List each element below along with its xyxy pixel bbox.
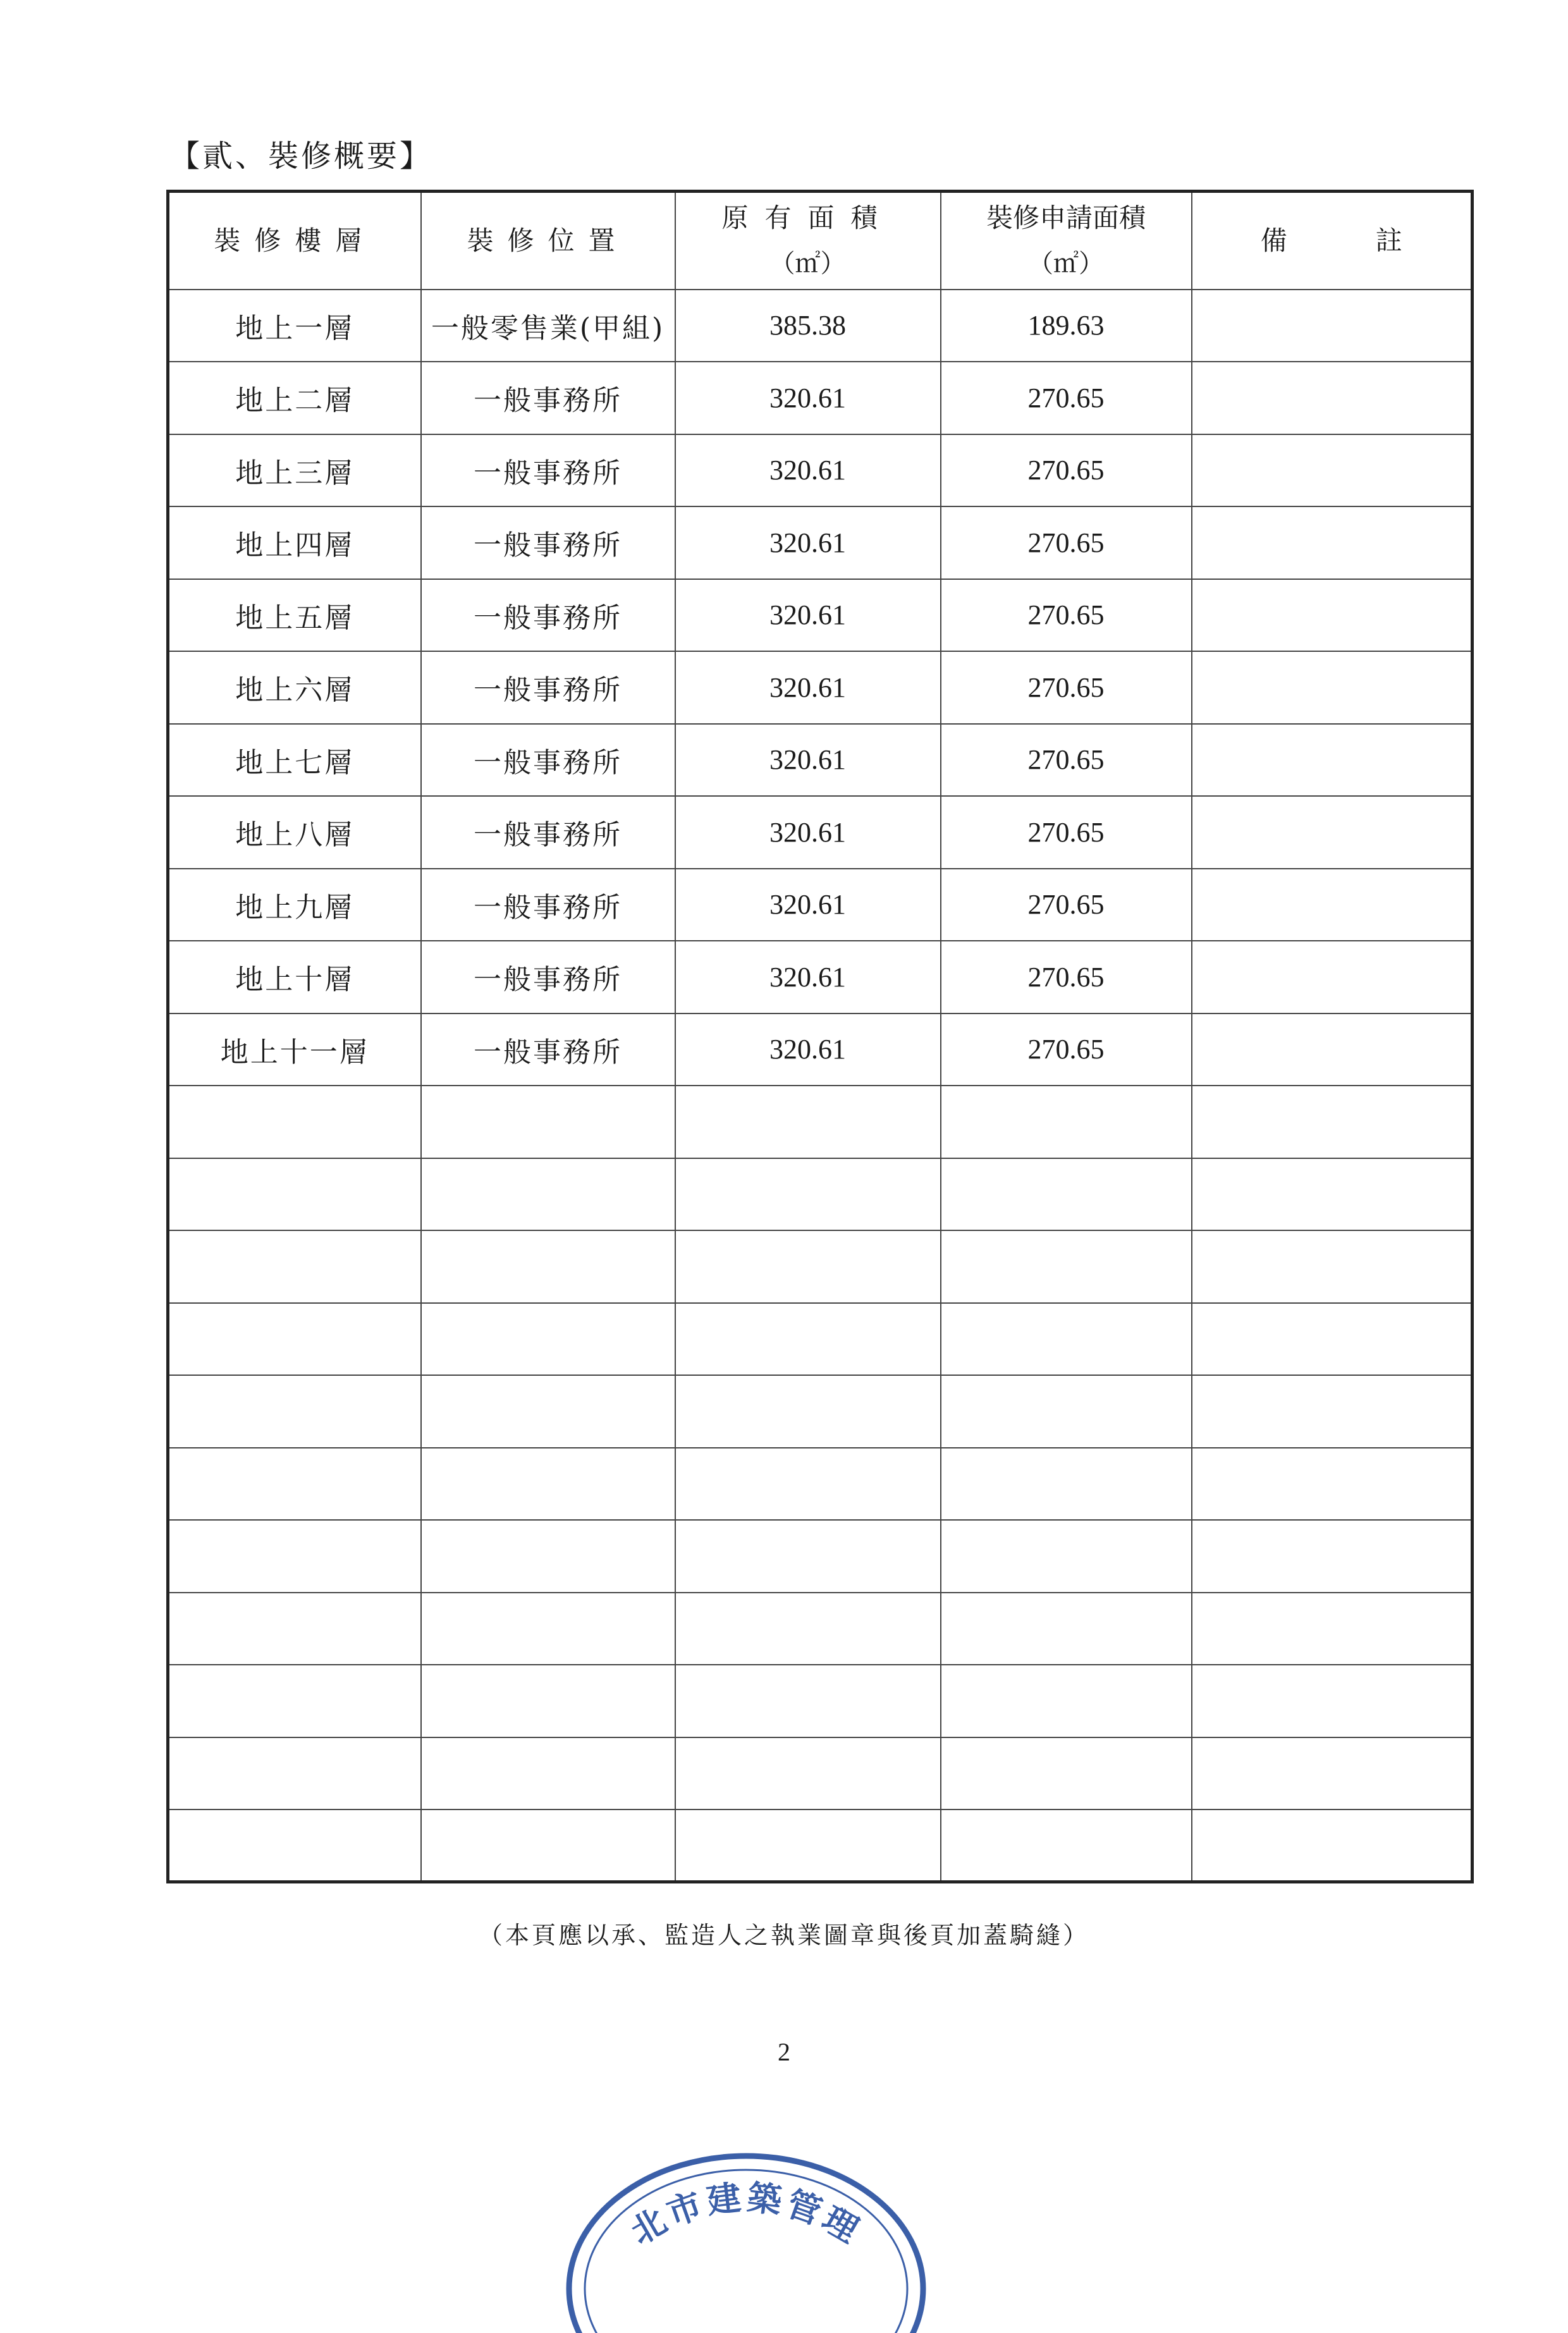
original-area-cell: 320.61	[675, 1013, 941, 1086]
section-title: 【貳、裝修概要】	[169, 138, 433, 174]
floor-cell	[168, 1520, 421, 1593]
floor-cell	[168, 1086, 421, 1158]
table-row	[168, 1737, 1473, 1810]
location-cell	[421, 1520, 675, 1593]
remark-cell	[1192, 1158, 1473, 1231]
location-cell: 一般事務所	[421, 651, 675, 724]
remark-cell	[1192, 724, 1473, 797]
remark-cell	[1192, 941, 1473, 1013]
floor-cell	[168, 1375, 421, 1448]
table-row	[168, 434, 1473, 507]
location-cell: 一般事務所	[421, 1013, 675, 1086]
floor-cell: 地上四層	[168, 506, 421, 579]
applied-area-cell: 270.65	[941, 434, 1192, 507]
location-cell	[421, 1809, 675, 1882]
remark-cell	[1192, 1593, 1473, 1665]
remark-cell	[1192, 1737, 1473, 1810]
applied-area-cell	[941, 1375, 1192, 1448]
location-cell	[421, 1230, 675, 1303]
header-original-area-unit: （㎡）	[769, 248, 846, 278]
floor-cell: 地上十層	[168, 941, 421, 1013]
table-row	[168, 724, 1473, 797]
applied-area-cell	[941, 1303, 1192, 1376]
applied-area-cell: 270.65	[941, 869, 1192, 941]
location-cell	[421, 1448, 675, 1521]
table-row	[168, 1303, 1473, 1376]
floor-cell: 地上七層	[168, 724, 421, 797]
original-area-cell: 320.61	[675, 796, 941, 869]
original-area-cell: 320.61	[675, 941, 941, 1013]
table-row	[168, 869, 1473, 941]
location-cell	[421, 1665, 675, 1737]
remark-cell	[1192, 1303, 1473, 1376]
header-applied-area-unit: （㎡）	[1028, 248, 1104, 278]
location-cell: 一般事務所	[421, 941, 675, 1013]
location-cell	[421, 1303, 675, 1376]
original-area-cell	[675, 1086, 941, 1158]
applied-area-cell	[941, 1737, 1192, 1810]
applied-area-cell	[941, 1593, 1192, 1665]
location-cell: 一般零售業(甲組)	[421, 290, 675, 362]
seal-text: 北市建築管理	[623, 2176, 869, 2253]
official-seal	[556, 2143, 936, 2333]
floor-cell: 地上十一層	[168, 1013, 421, 1086]
applied-area-cell	[941, 1158, 1192, 1231]
renovation-summary-table	[166, 190, 1474, 1883]
header-applied-area	[941, 192, 1192, 290]
remark-cell	[1192, 796, 1473, 869]
floor-cell	[168, 1737, 421, 1810]
table-row	[168, 290, 1473, 362]
table-row	[168, 1809, 1473, 1882]
floor-cell	[168, 1593, 421, 1665]
original-area-cell: 385.38	[675, 290, 941, 362]
remark-cell	[1192, 1013, 1473, 1086]
floor-cell	[168, 1230, 421, 1303]
floor-cell: 地上一層	[168, 290, 421, 362]
header-applied-area-label: 裝修申請面積	[986, 202, 1146, 233]
table-row	[168, 579, 1473, 652]
header-original-area	[675, 192, 941, 290]
applied-area-cell	[941, 1448, 1192, 1521]
remark-cell	[1192, 290, 1473, 362]
header-remark	[1192, 192, 1473, 290]
original-area-cell	[675, 1448, 941, 1521]
applied-area-cell: 270.65	[941, 941, 1192, 1013]
remark-cell	[1192, 362, 1473, 434]
header-remark-b: 註	[1375, 224, 1402, 256]
table-row	[168, 1158, 1473, 1231]
floor-cell	[168, 1303, 421, 1376]
table-row	[168, 941, 1473, 1013]
remark-cell	[1192, 1520, 1473, 1593]
original-area-cell	[675, 1809, 941, 1882]
table-row	[168, 1593, 1473, 1665]
page-number: 2	[778, 2038, 790, 2066]
original-area-cell: 320.61	[675, 724, 941, 797]
table-row	[168, 1665, 1473, 1737]
table-row	[168, 1086, 1473, 1158]
applied-area-cell: 270.65	[941, 506, 1192, 579]
table-row	[168, 1448, 1473, 1521]
table-row	[168, 651, 1473, 724]
remark-cell	[1192, 1665, 1473, 1737]
floor-cell: 地上六層	[168, 651, 421, 724]
remark-cell	[1192, 434, 1473, 507]
floor-cell: 地上五層	[168, 579, 421, 652]
remark-cell	[1192, 651, 1473, 724]
floor-cell: 地上八層	[168, 796, 421, 869]
original-area-cell: 320.61	[675, 579, 941, 652]
applied-area-cell: 270.65	[941, 362, 1192, 434]
location-cell	[421, 1086, 675, 1158]
applied-area-cell	[941, 1230, 1192, 1303]
floor-cell	[168, 1809, 421, 1882]
original-area-cell	[675, 1665, 941, 1737]
original-area-cell	[675, 1375, 941, 1448]
table-row	[168, 1520, 1473, 1593]
original-area-cell: 320.61	[675, 506, 941, 579]
header-location: 裝修位置	[421, 192, 675, 290]
original-area-cell	[675, 1593, 941, 1665]
applied-area-cell: 270.65	[941, 1013, 1192, 1086]
table-header-row	[168, 192, 1473, 290]
location-cell	[421, 1158, 675, 1231]
location-cell: 一般事務所	[421, 869, 675, 941]
original-area-cell: 320.61	[675, 434, 941, 507]
location-cell	[421, 1375, 675, 1448]
original-area-cell: 320.61	[675, 362, 941, 434]
footer-note: （本頁應以承、監造人之執業圖章與後頁加蓋騎縫）	[478, 1921, 1089, 1949]
table-row	[168, 1375, 1473, 1448]
original-area-cell	[675, 1303, 941, 1376]
floor-cell: 地上二層	[168, 362, 421, 434]
original-area-cell	[675, 1230, 941, 1303]
original-area-cell: 320.61	[675, 651, 941, 724]
applied-area-cell	[941, 1520, 1192, 1593]
original-area-cell	[675, 1737, 941, 1810]
floor-cell	[168, 1158, 421, 1231]
remark-cell	[1192, 1375, 1473, 1448]
location-cell: 一般事務所	[421, 724, 675, 797]
original-area-cell: 320.61	[675, 869, 941, 941]
floor-cell	[168, 1665, 421, 1737]
applied-area-cell: 270.65	[941, 724, 1192, 797]
location-cell	[421, 1737, 675, 1810]
applied-area-cell	[941, 1809, 1192, 1882]
location-cell: 一般事務所	[421, 796, 675, 869]
applied-area-cell	[941, 1665, 1192, 1737]
remark-cell	[1192, 1809, 1473, 1882]
remark-cell	[1192, 869, 1473, 941]
remark-cell	[1192, 579, 1473, 652]
remark-cell	[1192, 1230, 1473, 1303]
applied-area-cell	[941, 1086, 1192, 1158]
floor-cell: 地上九層	[168, 869, 421, 941]
table-row	[168, 796, 1473, 869]
location-cell: 一般事務所	[421, 434, 675, 507]
header-original-area-label: 原有面積	[721, 202, 894, 233]
location-cell	[421, 1593, 675, 1665]
table-row	[168, 506, 1473, 579]
floor-cell	[168, 1448, 421, 1521]
applied-area-cell: 270.65	[941, 796, 1192, 869]
table-row	[168, 362, 1473, 434]
applied-area-cell: 270.65	[941, 579, 1192, 652]
floor-cell: 地上三層	[168, 434, 421, 507]
applied-area-cell: 189.63	[941, 290, 1192, 362]
original-area-cell	[675, 1520, 941, 1593]
location-cell: 一般事務所	[421, 506, 675, 579]
table-row	[168, 1013, 1473, 1086]
remark-cell	[1192, 1448, 1473, 1521]
applied-area-cell: 270.65	[941, 651, 1192, 724]
original-area-cell	[675, 1158, 941, 1231]
location-cell: 一般事務所	[421, 579, 675, 652]
remark-cell	[1192, 506, 1473, 579]
header-floor: 裝修樓層	[168, 192, 421, 290]
header-remark-a: 備	[1260, 224, 1287, 256]
table-row	[168, 1230, 1473, 1303]
remark-cell	[1192, 1086, 1473, 1158]
location-cell: 一般事務所	[421, 362, 675, 434]
